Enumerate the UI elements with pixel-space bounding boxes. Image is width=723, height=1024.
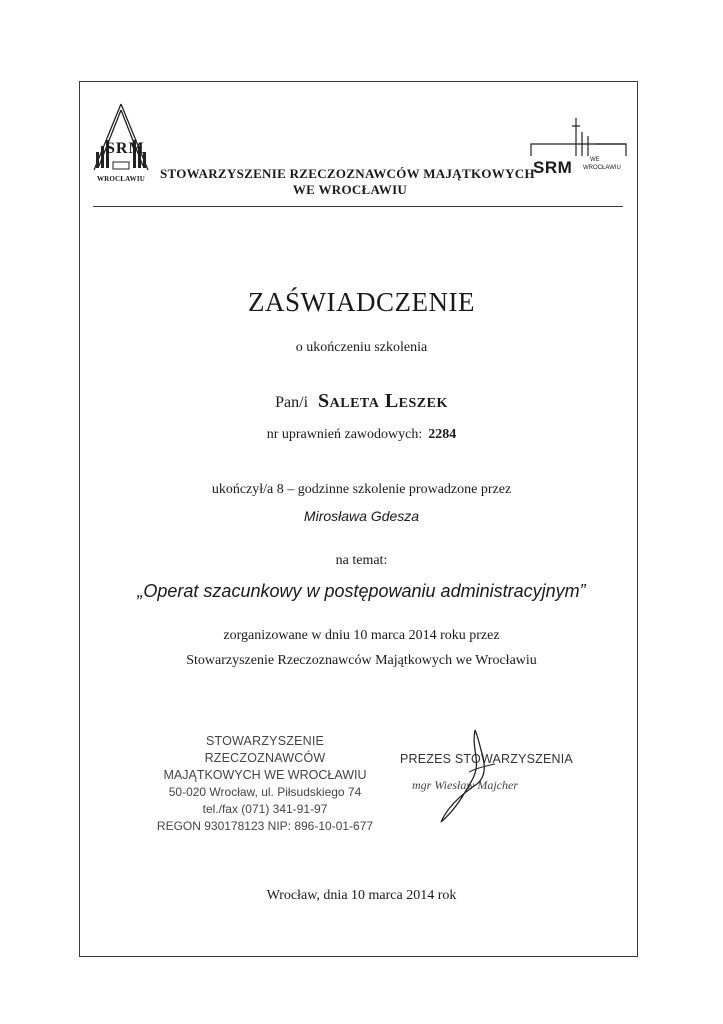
topic-label: na temat:: [335, 553, 388, 568]
logo-left-letters: SRM: [106, 140, 145, 157]
stamp-address: 50-020 Wrocław, ul. Piłsudskiego 74: [168, 785, 362, 799]
license-label: nr uprawnień zawodowych:: [266, 427, 423, 442]
recipient-line: [0, 390, 723, 413]
training-topic: „Operat szacunkowy w postępowaniu administracyjnym”: [137, 581, 586, 601]
license-line: [0, 427, 723, 443]
stamp-line2: MAJĄTKOWYCH WE WROCŁAWIU: [163, 768, 367, 782]
president-name: mgr Wiesław Majcher: [412, 778, 518, 792]
certificate-title: ZAŚWIADCZENIE: [248, 287, 475, 317]
handwritten-signature-icon: [425, 722, 545, 832]
recipient-name: Saleta Leszek: [318, 390, 448, 412]
organization-stamp: [150, 733, 380, 835]
certificate-subtitle: o ukończeniu szkolenia: [295, 340, 428, 355]
logo-right-letters: SRM: [533, 158, 573, 177]
president-title: PREZES STOWARZYSZENIA: [400, 752, 573, 766]
logo-left-city: WROCŁAWIU: [96, 175, 146, 183]
completed-text: ukończył/a 8 – godzinne szkolenie prowadzone przez: [211, 482, 512, 497]
name-prefix: Pan/i: [275, 394, 309, 411]
organization-name-line2: WE WROCŁAWIU: [292, 182, 408, 197]
stamp-phone: tel./fax (071) 341-91-97: [202, 802, 328, 816]
logo-right-sub2: WROCŁAWIU: [583, 165, 621, 171]
logo-right-sub1: WE: [590, 157, 600, 163]
header-divider: [93, 206, 623, 207]
organized-text: zorganizowane w dniu 10 marca 2014 roku przez: [223, 628, 500, 643]
organizer-name: Stowarzyszenie Rzeczoznawców Majątkowych we Wrocławiu: [186, 653, 537, 668]
organization-name-line1: STOWARZYSZENIE RZECZOZNAWCÓW MAJĄTKOWYCH: [160, 166, 535, 181]
place-and-date: Wrocław, dnia 10 marca 2014 rok: [266, 888, 457, 903]
instructor-name: Mirosława Gdesza: [303, 508, 420, 524]
stamp-line1: STOWARZYSZENIE RZECZOZNAWCÓW: [204, 734, 326, 765]
stamp-regon-nip: REGON 930178123 NIP: 896-10-01-677: [156, 819, 374, 833]
license-number: 2284: [428, 427, 457, 442]
